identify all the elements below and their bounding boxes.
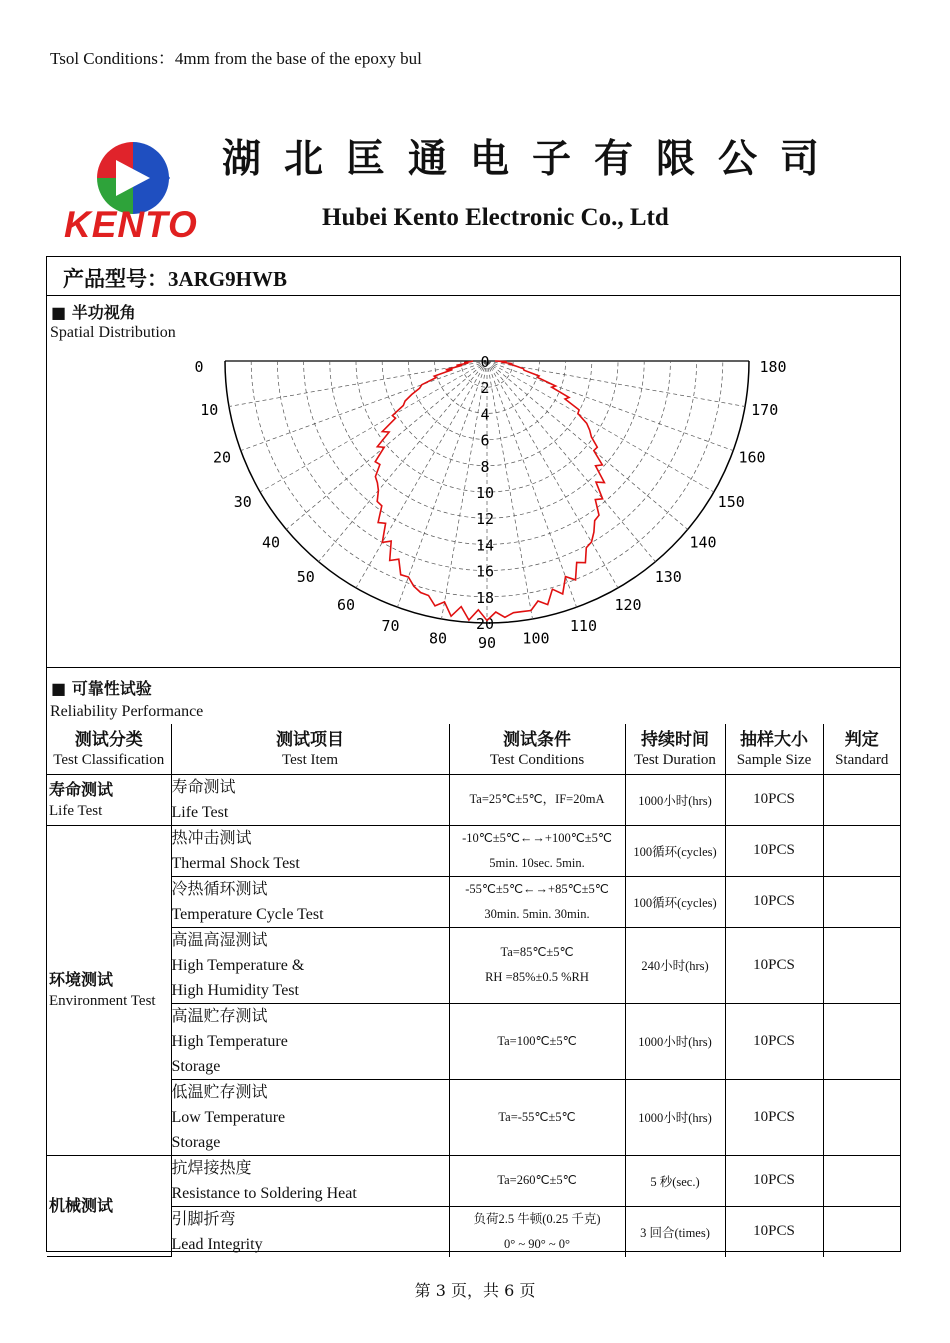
polar-grid-spoke [487, 361, 577, 607]
table-row [47, 774, 900, 825]
header-conditions: 测试条件 Test Conditions [449, 724, 625, 774]
angle-tick-label: 70 [381, 616, 400, 635]
reliability-subheading: Reliability Performance [50, 703, 204, 720]
radial-tick-label: 18 [475, 588, 495, 607]
header-item: 测试项目 Test Item [171, 724, 449, 774]
table-row [47, 927, 900, 1003]
radial-tick-label: 8 [480, 457, 490, 476]
test-condition: Ta=-55℃±5℃ [449, 1079, 625, 1155]
reliability-table [47, 724, 900, 1257]
header-sample: 抽样大小 Sample Size [725, 724, 823, 774]
table-row [47, 1079, 900, 1155]
angle-tick-label: 10 [200, 400, 219, 419]
test-duration: 5 秒(sec.) [625, 1155, 725, 1206]
sample-size: 10PCS [725, 1155, 823, 1206]
angle-tick-label: 140 [689, 533, 717, 552]
test-duration: 240小时(hrs) [625, 927, 725, 1003]
test-condition: Ta=100℃±5℃ [449, 1003, 625, 1079]
header-duration: 持续时间 Test Duration [625, 724, 725, 774]
radial-tick-label: 0 [480, 353, 490, 371]
angle-tick-label: 110 [569, 616, 597, 635]
test-condition: Ta=25℃±5℃，IF=20mA [449, 774, 625, 825]
spec-frame [46, 256, 901, 1252]
angle-tick-label: 100 [522, 629, 550, 648]
sample-size: 10PCS [725, 825, 823, 876]
radial-tick-label: 20 [475, 615, 495, 633]
model-row [47, 257, 900, 296]
test-condition: -55℃±5℃←→+85℃±5℃ 30min. 5min. 30min. [449, 876, 625, 927]
standard-cell [823, 927, 900, 1003]
angle-tick-label: 90 [477, 634, 497, 652]
radial-tick-label: 2 [480, 379, 490, 398]
category-life: 寿命测试 Life Test [47, 774, 171, 825]
standard-cell [823, 1003, 900, 1079]
angle-tick-label: 80 [428, 629, 448, 648]
angle-tick-label: 20 [212, 448, 232, 467]
table-row [47, 1003, 900, 1079]
test-item: 高温高湿测试 High Temperature & High Humidity Test [171, 927, 449, 1003]
test-condition: 负荷2.5 牛顿(0.25 千克) 0° ~ 90° ~ 0° [449, 1206, 625, 1257]
angle-tick-label: 50 [296, 568, 315, 587]
angle-tick-label: 170 [751, 400, 779, 419]
reliability-heading: ■ 可靠性试验 [51, 679, 152, 698]
standard-cell [823, 1155, 900, 1206]
standard-cell [823, 876, 900, 927]
standard-cell [823, 774, 900, 825]
test-duration: 1000小时(hrs) [625, 774, 725, 825]
test-condition: -10℃±5℃←→+100℃±5℃ 5min. 10sec. 5min. [449, 825, 625, 876]
page-footer: 第 3 页，共 6 页 [414, 1281, 536, 1300]
table-header-row [47, 724, 900, 774]
test-item: 引脚折弯 Lead Integrity [171, 1206, 449, 1257]
header-classification: 测试分类 Test Classification [47, 724, 171, 774]
angle-tick-label: 120 [614, 596, 642, 615]
test-item: 冷热循环测试 Temperature Cycle Test [171, 876, 449, 927]
sample-size: 10PCS [725, 1206, 823, 1257]
top-note: Tsol Conditions：4mm from the base of the epoxy bul [50, 49, 422, 68]
radial-tick-label: 12 [475, 510, 495, 529]
test-duration: 100循环(cycles) [625, 876, 725, 927]
polar-grid-spoke [487, 361, 688, 529]
test-duration: 3 回合(times) [625, 1206, 725, 1257]
angle-tick-label: 40 [261, 533, 281, 552]
radial-tick-label: 6 [480, 431, 490, 450]
test-condition: Ta=260℃±5℃ [449, 1155, 625, 1206]
logo-text: KENTO [64, 204, 198, 245]
standard-cell [823, 1079, 900, 1155]
test-item: 寿命测试 Life Test [171, 774, 449, 825]
table-row [47, 1155, 900, 1206]
angle-tick-label: 160 [738, 448, 766, 467]
header-standard: 判定 Standard [823, 724, 900, 774]
category-environment: 环境测试 Environment Test [47, 825, 171, 1155]
table-row [47, 825, 900, 876]
spatial-subheading: Spatial Distribution [50, 324, 176, 341]
sample-size: 10PCS [725, 876, 823, 927]
angle-tick-label: 60 [336, 596, 356, 615]
model-label: 产品型号：3ARG9HWB [63, 267, 288, 291]
standard-cell [823, 825, 900, 876]
angle-tick-label: 30 [233, 493, 252, 511]
company-name-cn: 湖北匡通电子有限公司 [222, 136, 843, 182]
category-mechanical: 机械测试 [47, 1155, 171, 1257]
angle-tick-label: 180 [759, 358, 787, 376]
standard-cell [823, 1206, 900, 1257]
test-item: 抗焊接热度 Resistance to Soldering Heat [171, 1155, 449, 1206]
table-row [47, 1206, 900, 1257]
radial-tick-label: 10 [475, 484, 495, 502]
radial-tick-label: 4 [480, 405, 490, 424]
sample-size: 10PCS [725, 774, 823, 825]
sample-size: 10PCS [725, 927, 823, 1003]
company-name-en: Hubei Kento Electronic Co., Ltd [322, 204, 669, 231]
sample-size: 10PCS [725, 1003, 823, 1079]
sample-size: 10PCS [725, 1079, 823, 1155]
angle-tick-label: 150 [717, 493, 745, 511]
test-condition: Ta=85℃±5℃ RH =85%±0.5 %RH [449, 927, 625, 1003]
angle-tick-label: 0 [194, 358, 204, 376]
spatial-heading: ■ 半功视角 [51, 303, 136, 322]
angle-tick-label: 130 [654, 568, 682, 587]
radial-tick-label: 14 [475, 536, 495, 555]
test-item: 热冲击测试 Thermal Shock Test [171, 825, 449, 876]
test-duration: 1000小时(hrs) [625, 1079, 725, 1155]
test-duration: 100循环(cycles) [625, 825, 725, 876]
test-item: 高温贮存测试 High Temperature Storage [171, 1003, 449, 1079]
spatial-distribution-chart [167, 349, 807, 669]
radial-tick-label: 16 [475, 562, 495, 581]
test-item: 低温贮存测试 Low Temperature Storage [171, 1079, 449, 1155]
test-duration: 1000小时(hrs) [625, 1003, 725, 1079]
table-row [47, 876, 900, 927]
section-divider [47, 667, 900, 668]
